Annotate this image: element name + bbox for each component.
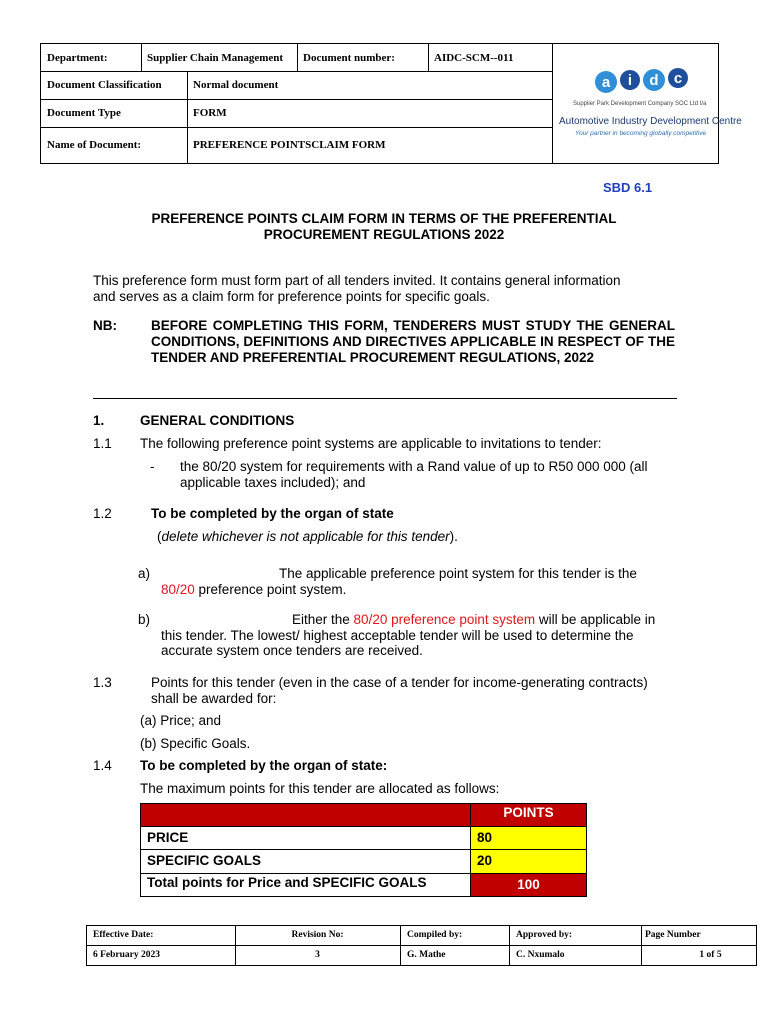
- section1-number: 1.: [93, 413, 105, 428]
- points-header: POINTS: [471, 804, 586, 827]
- logo-centre-name: Automotive Industry Development Centre: [559, 116, 742, 127]
- s12-a-text: The applicable preference point system for this tender is the: [279, 566, 637, 581]
- s12-a-line2: 80/20 preference point system.: [161, 582, 347, 597]
- points-total-label: Total points for Price and SPECIFIC GOALS: [141, 874, 471, 896]
- s13-item-b: (b) Specific Goals.: [140, 736, 251, 751]
- s11-number: 1.1: [93, 436, 112, 451]
- footer-table: [86, 925, 757, 966]
- department-label: Department:: [47, 51, 108, 64]
- form-title: [100, 211, 668, 243]
- s11-bullet-line1: the 80/20 system for requirements with a Rand value of up to R50 000 000 (all: [180, 459, 648, 474]
- points-table: [140, 803, 587, 897]
- s14-number: 1.4: [93, 758, 112, 773]
- s12-number: 1.2: [93, 506, 112, 521]
- footer-page-value: 1 of 5: [699, 950, 722, 960]
- document-type-label: Document Type: [47, 107, 121, 119]
- points-header-blank: [141, 804, 471, 827]
- footer-effective-date-label: Effective Date:: [93, 930, 154, 940]
- logo-letter-c: c: [673, 70, 683, 87]
- s14-text: The maximum points for this tender are allocated as follows:: [140, 781, 500, 796]
- s12-a-label: a): [138, 566, 151, 581]
- s11-bullet-dash: -: [150, 459, 155, 474]
- footer-page-label: Page Number: [645, 930, 701, 940]
- logo-letter-d: d: [649, 72, 659, 89]
- logo-company-line: Supplier Park Development Company SOC Ltd t/a: [573, 101, 707, 107]
- s12-note: (delete whichever is not applicable for this tender).: [157, 529, 458, 544]
- document-number-value: AIDC-SCM--011: [434, 51, 514, 64]
- intro-line1: This preference form must form part of all tenders invited. It contains general information: [93, 273, 621, 288]
- s12-a-red: 80/20: [161, 582, 195, 597]
- form-title-line2: PROCUREMENT REGULATIONS 2022: [263, 227, 505, 242]
- logo-tagline: Your partner in becoming globally competitive: [575, 130, 707, 137]
- s13-item-a: (a) Price; and: [140, 713, 222, 728]
- document-number-label: Document number:: [303, 51, 395, 64]
- footer-approved-label: Approved by:: [516, 930, 573, 940]
- s12-b-line2: this tender. The lowest/ highest acceptable tender will be used to determine the: [161, 628, 634, 643]
- points-row-label: PRICE: [141, 827, 471, 850]
- s12-b-red: 80/20 preference point system: [353, 612, 536, 627]
- nb-label: NB:: [93, 318, 117, 333]
- points-row-value: 80: [471, 827, 586, 850]
- footer-revision-value: 3: [315, 950, 320, 960]
- classification-value: Normal document: [193, 79, 279, 91]
- section1-title: GENERAL CONDITIONS: [140, 413, 295, 428]
- s12-b-line3: accurate system once tenders are received.: [161, 643, 423, 658]
- footer-compiled-value: G. Mathe: [407, 950, 446, 960]
- points-total-value: 100: [471, 874, 586, 896]
- footer-approved-value: C. Nxumalo: [516, 950, 565, 960]
- document-name-label: Name of Document:: [47, 139, 142, 151]
- aidc-logo-mark: [594, 58, 689, 98]
- form-title-line1: PREFERENCE POINTS CLAIM FORM IN TERMS OF THE PREFERENTIAL: [151, 211, 617, 226]
- s13-number: 1.3: [93, 675, 112, 690]
- s13-line1: Points for this tender (even in the case of a tender for income-generating contracts): [151, 675, 648, 690]
- department-value: Supplier Chain Management: [147, 51, 284, 64]
- nb-text: BEFORE COMPLETING THIS FORM, TENDERERS MUST STUDY THE GENERAL CONDITIONS, DEFINITIONS AND DIRECTIVES APPLICABLE IN RESPECT OF THE TENDER AND PREFERENTIAL PROCUREMENT REGULATIONS, 2022: [151, 318, 675, 365]
- logo-letter-a: a: [601, 74, 611, 91]
- s12-title: To be completed by the organ of state: [151, 506, 394, 521]
- s11-bullet-line2: applicable taxes included); and: [180, 475, 366, 490]
- footer-compiled-label: Compiled by:: [407, 930, 463, 940]
- aidc-logo: [551, 44, 742, 163]
- footer-revision-label: Revision No:: [291, 930, 344, 940]
- logo-letter-i: i: [627, 72, 633, 89]
- intro-line2: and serves as a claim form for preference points for specific goals.: [93, 289, 490, 304]
- points-row-label: SPECIFIC GOALS: [141, 850, 471, 874]
- s14-title: To be completed by the organ of state:: [140, 758, 388, 773]
- points-row-value: 20: [471, 850, 586, 874]
- s13-line2: shall be awarded for:: [151, 691, 277, 706]
- section-divider: [93, 398, 677, 399]
- classification-label: Document Classification: [47, 79, 162, 91]
- document-type-value: FORM: [193, 107, 227, 119]
- s11-text: The following preference point systems are applicable to invitations to tender:: [140, 436, 602, 451]
- s12-b-label: b): [138, 612, 151, 627]
- s12-b-line1: Either the 80/20 preference point system will be applicable in: [292, 612, 656, 627]
- sbd-code: SBD 6.1: [603, 180, 653, 195]
- footer-effective-date-value: 6 February 2023: [93, 950, 161, 960]
- document-name-value: PREFERENCE POINTSCLAIM FORM: [193, 139, 386, 151]
